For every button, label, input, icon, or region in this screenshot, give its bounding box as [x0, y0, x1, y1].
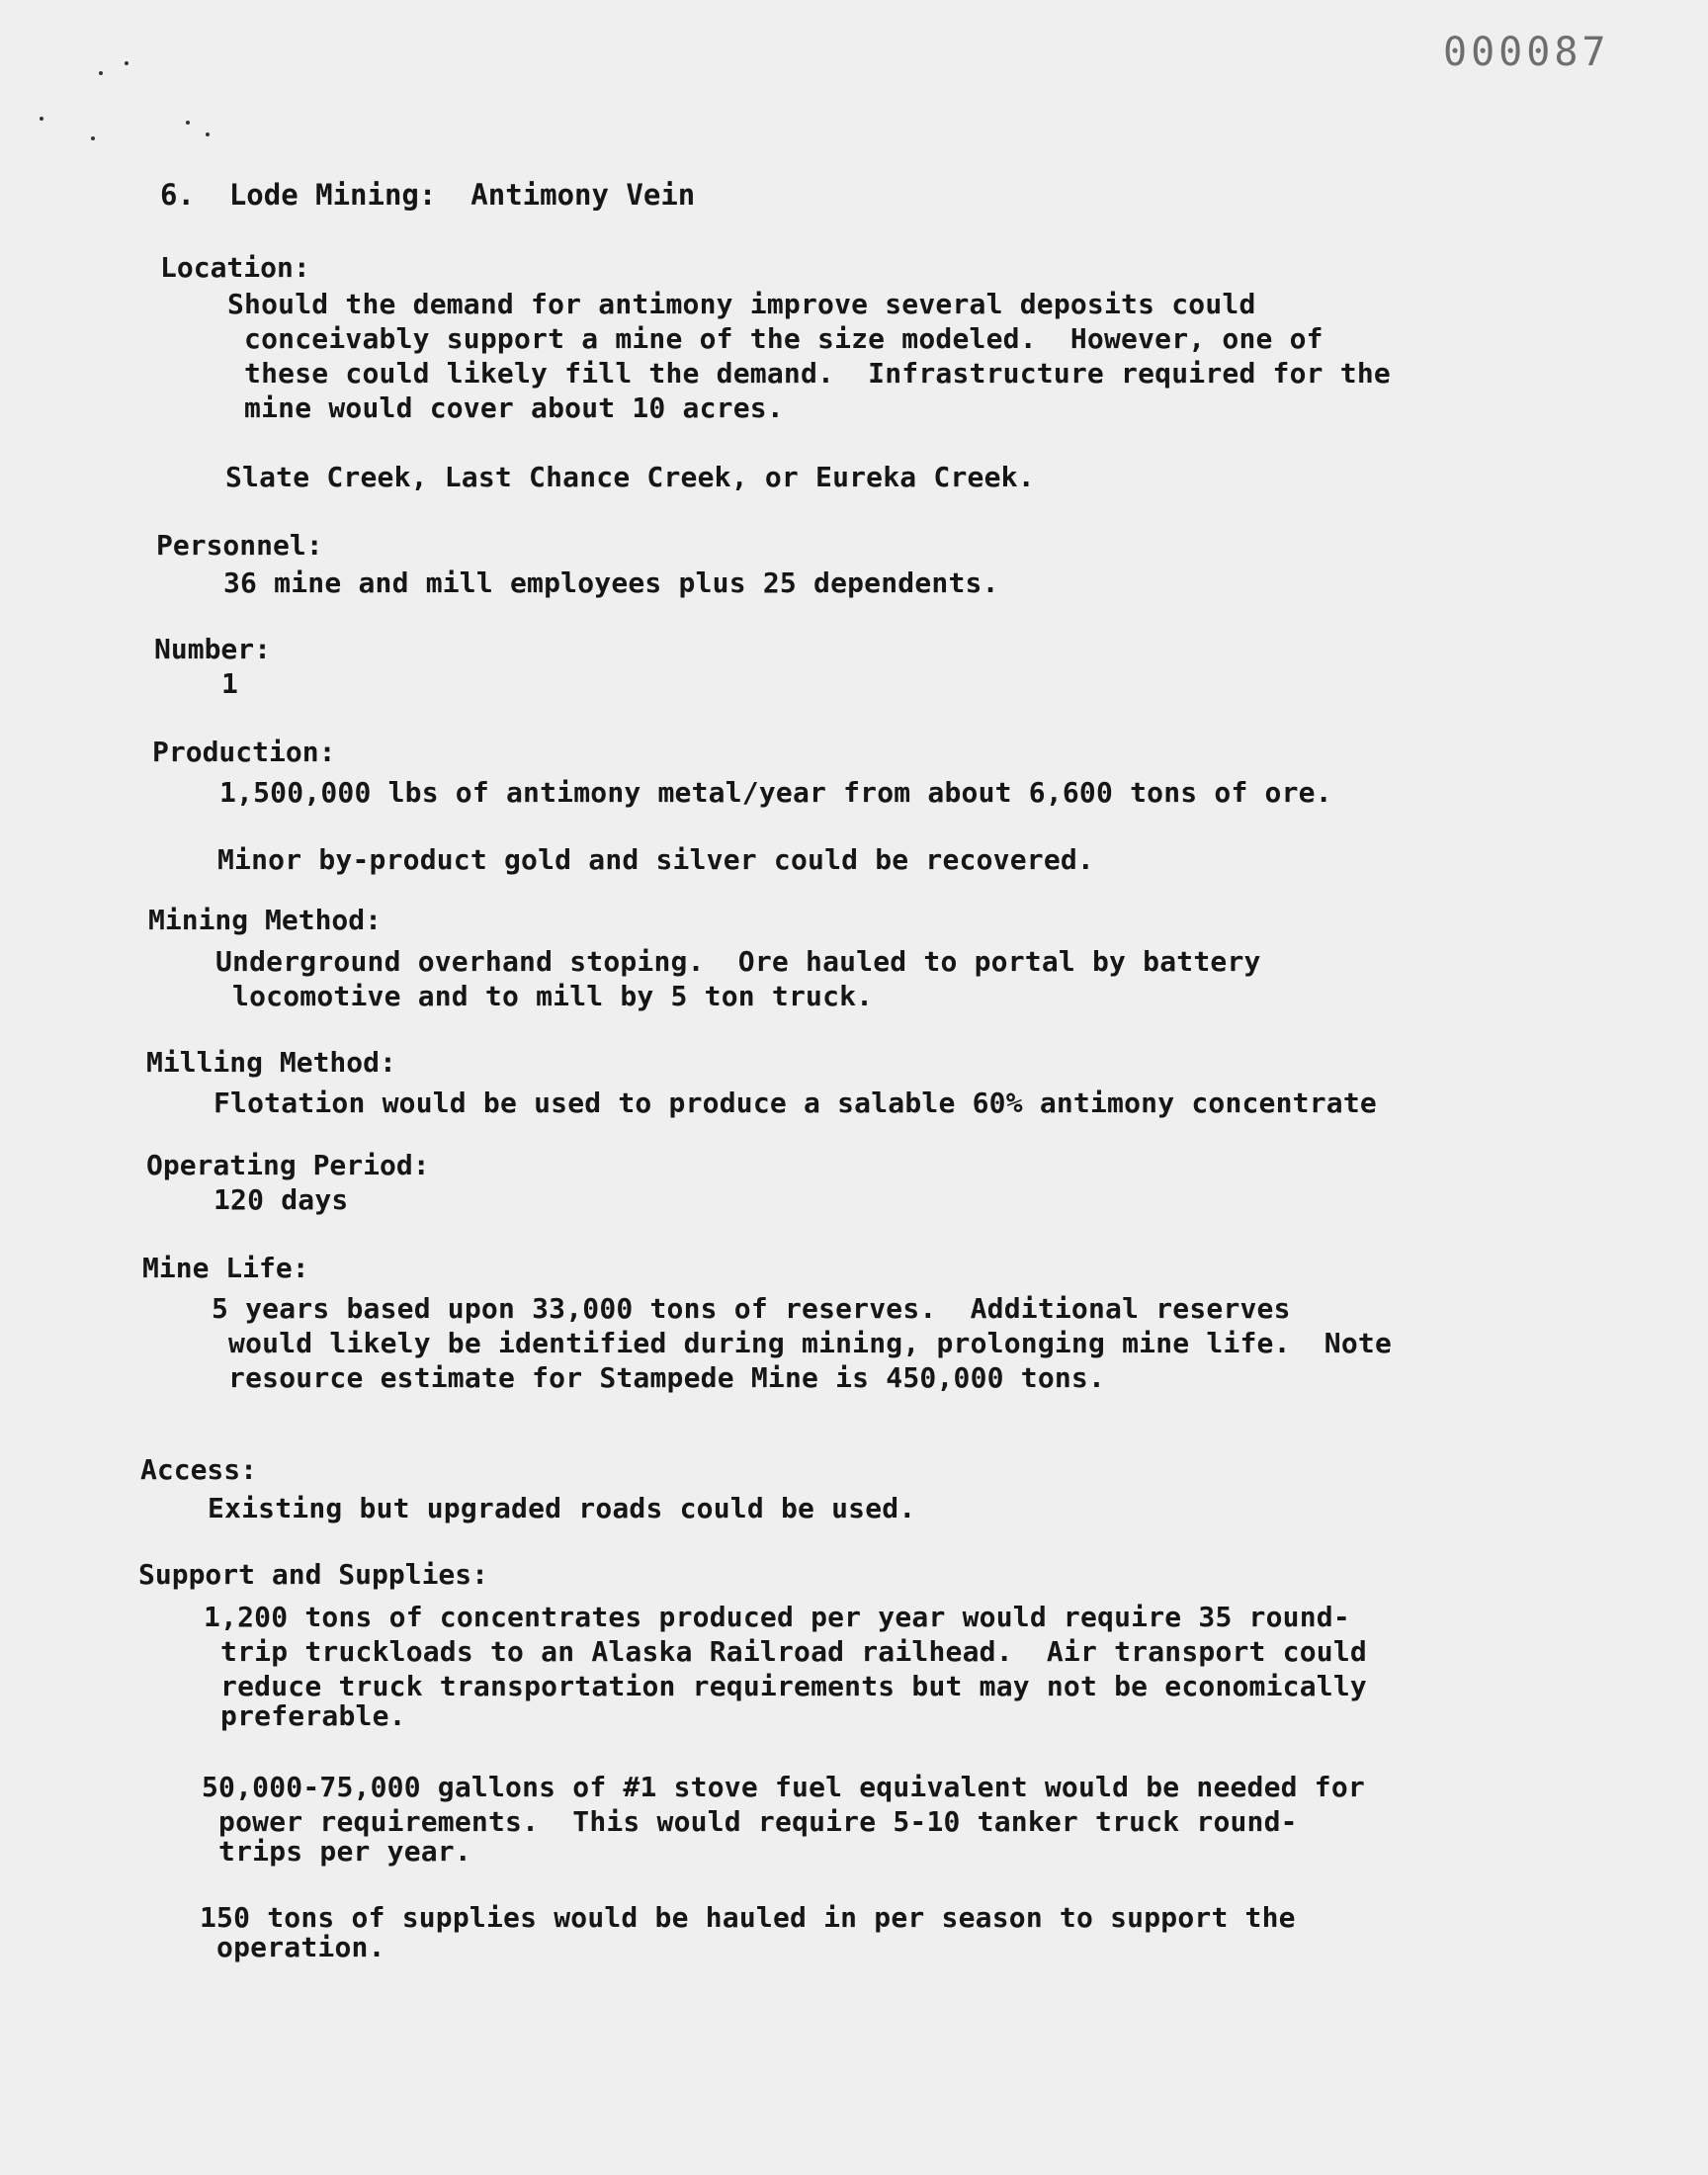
access-label: Access:	[140, 1453, 258, 1486]
operating-period-label: Operating Period:	[146, 1149, 430, 1181]
location-sites: Slate Creek, Last Chance Creek, or Eureka Creek.	[225, 461, 1035, 493]
mine-life-line-2: would likely be identified during mining, prolonging mine life. Note	[212, 1327, 1393, 1359]
operating-period-text: 120 days	[214, 1183, 349, 1216]
mining-method-label: Mining Method:	[148, 904, 383, 936]
speck	[206, 132, 210, 136]
document-title: 6. Lode Mining: Antimony Vein	[160, 178, 696, 212]
location-line-3: these could likely fill the demand. Infrastructure required for the	[227, 357, 1391, 390]
personnel-text: 36 mine and mill employees plus 25 dependents.	[223, 566, 999, 599]
support-p1-line-2: trip truckloads to an Alaska Railroad railhead. Air transport could	[204, 1635, 1367, 1668]
speck	[125, 61, 128, 65]
support-p3-line-2: operation.	[200, 1931, 385, 1963]
speck	[40, 117, 43, 121]
support-p1-line-3: reduce truck transportation requirements but may not be economically	[204, 1670, 1367, 1702]
support-p3-line-1: 150 tons of supplies would be hauled in per season to support the	[200, 1901, 1296, 1934]
support-p2-line-2: power requirements. This would require 5-10 tanker truck round-	[202, 1805, 1298, 1838]
number-text: 1	[221, 667, 239, 700]
access-text: Existing but upgraded roads could be used.	[208, 1492, 916, 1524]
milling-method-text: Flotation would be used to produce a salable 60% antimony concentrate	[214, 1087, 1377, 1119]
support-p1-line-1: 1,200 tons of concentrates produced per year would require 35 round-	[204, 1601, 1350, 1633]
location-line-2: conceivably support a mine of the size modeled. However, one of	[227, 322, 1324, 355]
speck	[99, 71, 103, 75]
speck	[186, 121, 190, 125]
mine-life-line-1: 5 years based upon 33,000 tons of reserves. Additional reserves	[212, 1292, 1291, 1325]
support-p2-line-1: 50,000-75,000 gallons of #1 stove fuel equivalent would be needed for	[202, 1771, 1365, 1803]
location-label: Location:	[160, 251, 310, 284]
mine-life-line-3: resource estimate for Stampede Mine is 450,000 tons.	[212, 1361, 1106, 1394]
support-p1-line-4: preferable.	[204, 1699, 406, 1732]
production-note: Minor by-product gold and silver could be recovered.	[217, 843, 1094, 876]
milling-method-label: Milling Method:	[146, 1046, 396, 1079]
mine-life-label: Mine Life:	[142, 1252, 309, 1284]
location-line-4: mine would cover about 10 acres.	[227, 392, 784, 424]
page-number: 000087	[1443, 30, 1610, 75]
mining-method-line-1: Underground overhand stoping. Ore hauled to portal by battery	[215, 945, 1261, 978]
number-label: Number:	[154, 633, 272, 665]
mining-method-line-2: locomotive and to mill by 5 ton truck.	[215, 980, 874, 1012]
speck	[91, 136, 95, 140]
support-p2-line-3: trips per year.	[202, 1835, 471, 1868]
production-text: 1,500,000 lbs of antimony metal/year from about 6,600 tons of ore.	[219, 776, 1332, 809]
support-label: Support and Supplies:	[138, 1558, 489, 1591]
personnel-label: Personnel:	[156, 529, 323, 562]
production-label: Production:	[152, 736, 336, 768]
location-line-1: Should the demand for antimony improve several deposits could	[227, 288, 1256, 320]
